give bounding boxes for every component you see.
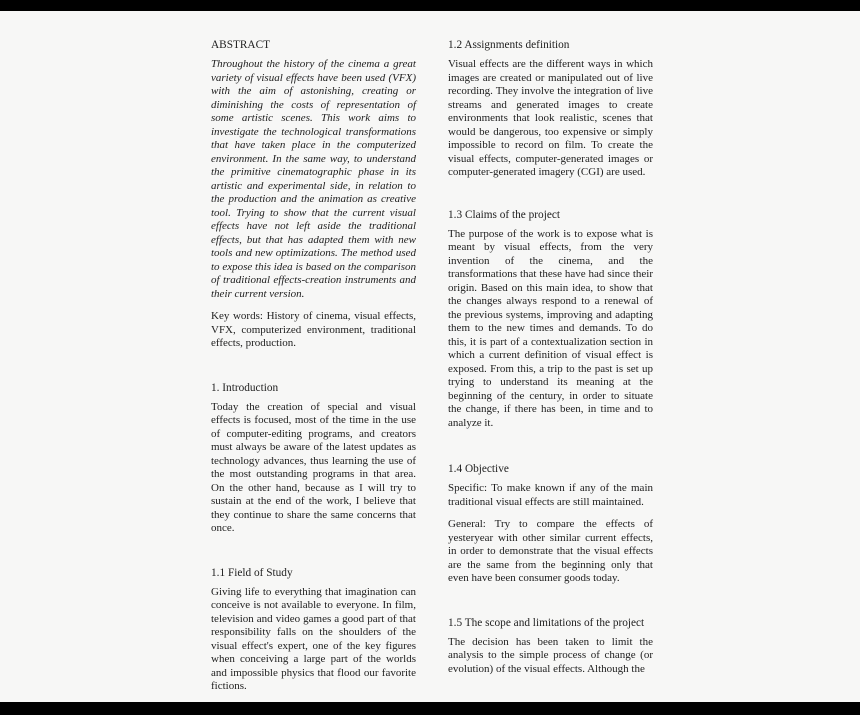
claims-of-project-paragraph: The purpose of the work is to expose what is meant by visual effects, from the very invention of the cinema, and the transformations that these have had since their origin. Based on this main idea, to show that the changes always respond to a renewal of the previous systems, improving and adapting them to the new times and demands. To do this, it is part of a contextualization section in which a current definition of visual effect is exposed. From this, a trip to the past is set up trying to understand its meaning at the beginning of the century, in order to situate the change, if there has been, in time and to analyze it.	[448, 227, 653, 429]
keywords-paragraph: Key words: History of cinema, visual effects, VFX, computerized environment, traditional effects, production.	[211, 310, 416, 349]
objective-general-paragraph: General: Try to compare the effects of yesteryear with other similar current effects, in order to demonstrate that the visual effects are the same from the beginning only that even have been consumer goods today.	[448, 518, 653, 584]
field-of-study-paragraph: Giving life to everything that imagination can conceive is not available to everyone. In film, television and video games a good part of that responsibility falls on the shoulders of the visual effect's expert, one of the key figures when conceiving a large part of the worlds and impossible physics that flood our favorite fictions.	[211, 585, 416, 692]
assignments-definition-heading: 1.2 Assignments definition	[448, 39, 570, 51]
field-of-study-heading: 1.1 Field of Study	[211, 566, 293, 579]
assignments-definition-paragraph: Visual effects are the different ways in which images are created or manipulated out of live recording. They involve the integration of live streams and generated images to create environments that look realistic, scenes that would be dangerous, too expensive or simply impossible to record on film. To create the visual effects, computer-generated images or computer-generated imagery (CGI) are used.	[448, 58, 653, 178]
abstract-heading: ABSTRACT	[211, 39, 271, 51]
objective-heading: 1.4 Objective	[448, 463, 509, 475]
right-column	[448, 38, 653, 676]
objective-specific-paragraph: Specific: To make known if any of the main traditional visual effects are still maintained.	[448, 482, 653, 508]
abstract-paragraph: Throughout the history of the cinema a great variety of visual effects have been used (VFX) with the aim of astonishing, creating or diminishing the costs of representation of some artistic scenes. This work aims to investigate the technological transformations that have taken place in the computerized environment. In the same way, to understand the primitive cinematographic phase in its artistic and experimental side, in relation to the production and the animation as creative tool. Trying to show that the current visual effects have not left aside the traditional effects, but that has adapted them with new tools and new optimizations. The method used to expose this idea is based on the comparison of traditional effects-creation instruments and their current version.	[211, 58, 416, 300]
scope-limitations-paragraph: The decision has been taken to limit the analysis to the simple process of change (or evolution) of the visual effects. Although the	[448, 635, 653, 675]
introduction-heading: 1. Introduction	[211, 381, 279, 394]
claims-of-project-heading: 1.3 Claims of the project	[448, 208, 561, 221]
left-column	[211, 38, 416, 694]
introduction-paragraph: Today the creation of special and visual effects is focused, most of the time in the use of computer-editing programs, and creators must always be aware of the latest updates as technology advances, thus learning the use of the most outstanding programs in that area. On the other hand, because as I will try to sustain at the end of the work, I believe that they continue to share the same concerns that once.	[211, 400, 416, 534]
scope-limitations-heading: 1.5 The scope and limitations of the project	[448, 616, 645, 629]
bottom-edge-bar	[0, 702, 860, 715]
top-edge-bar	[0, 0, 860, 11]
